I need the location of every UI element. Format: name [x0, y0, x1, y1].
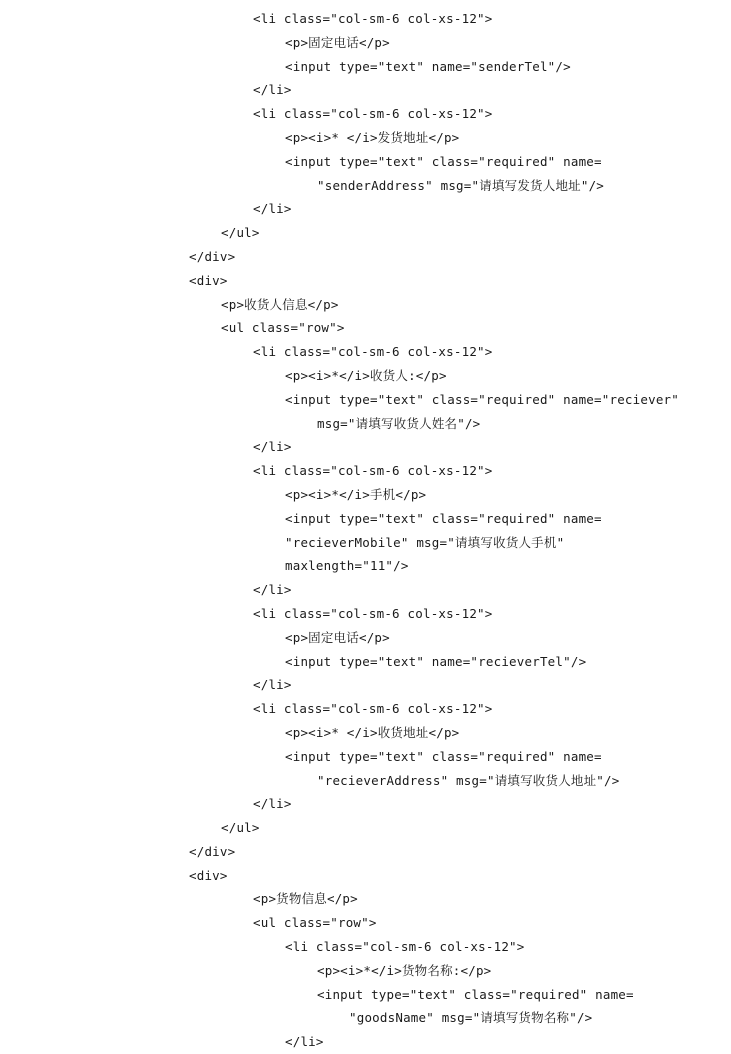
code-line: </li>: [253, 82, 292, 98]
code-line: </li>: [253, 796, 292, 812]
code-line: </div>: [189, 843, 236, 859]
code-line: <input type="text" class="required" name=: [285, 153, 602, 169]
code-listing: [0, 7, 731, 1054]
code-line: <input type="text" class="required" name="reciever": [285, 391, 680, 407]
code-line: </ul>: [221, 820, 260, 836]
code-line: </li>: [253, 582, 292, 598]
code-line: <li class="col-sm-6 col-xs-12">: [253, 605, 493, 621]
code-line: <p><i>* </i>发货地址</p>: [285, 129, 460, 145]
code-line: </li>: [253, 201, 292, 217]
code-line: maxlength="11"/>: [285, 558, 409, 574]
code-line: <p>货物信息</p>: [253, 891, 358, 907]
code-line: <input type="text" name="recieverTel"/>: [285, 653, 587, 669]
code-line: "recieverAddress" msg="请填写收货人地址"/>: [317, 772, 620, 788]
code-line: <p>固定电话</p>: [285, 629, 390, 645]
code-line: </li>: [253, 439, 292, 455]
code-line: "senderAddress" msg="请填写发货人地址"/>: [317, 177, 605, 193]
code-line: "goodsName" msg="请填写货物名称"/>: [349, 1010, 593, 1026]
code-line: </li>: [253, 677, 292, 693]
code-line: <p><i>* </i>收货地址</p>: [285, 724, 460, 740]
code-line: <input type="text" class="required" name=: [317, 986, 634, 1002]
code-line: <input type="text" name="senderTel"/>: [285, 58, 571, 74]
code-line: </div>: [189, 248, 236, 264]
code-line: <li class="col-sm-6 col-xs-12">: [253, 463, 493, 479]
code-line: <p>固定电话</p>: [285, 34, 390, 50]
code-line: <p><i>*</i>手机</p>: [285, 486, 427, 502]
code-line: <div>: [189, 272, 228, 288]
code-line: <input type="text" class="required" name=: [285, 748, 602, 764]
code-line: <input type="text" class="required" name=: [285, 510, 602, 526]
code-line: <ul class="row">: [253, 915, 377, 931]
code-line: "recieverMobile" msg="请填写收货人手机": [285, 534, 565, 550]
code-line: </li>: [285, 1034, 324, 1050]
code-line: <ul class="row">: [221, 320, 345, 336]
code-line: <li class="col-sm-6 col-xs-12">: [253, 344, 493, 360]
code-line: msg="请填写收货人姓名"/>: [317, 415, 481, 431]
code-line: <p><i>*</i>收货人:</p>: [285, 367, 447, 383]
code-line: <li class="col-sm-6 col-xs-12">: [253, 106, 493, 122]
code-line: <p><i>*</i>货物名称:</p>: [317, 962, 492, 978]
code-line: <li class="col-sm-6 col-xs-12">: [285, 939, 525, 955]
code-line: <li class="col-sm-6 col-xs-12">: [253, 11, 493, 26]
code-line: <li class="col-sm-6 col-xs-12">: [253, 701, 493, 717]
code-line: </ul>: [221, 225, 260, 241]
code-line: <div>: [189, 867, 228, 883]
code-line: <p>收货人信息</p>: [221, 296, 339, 312]
